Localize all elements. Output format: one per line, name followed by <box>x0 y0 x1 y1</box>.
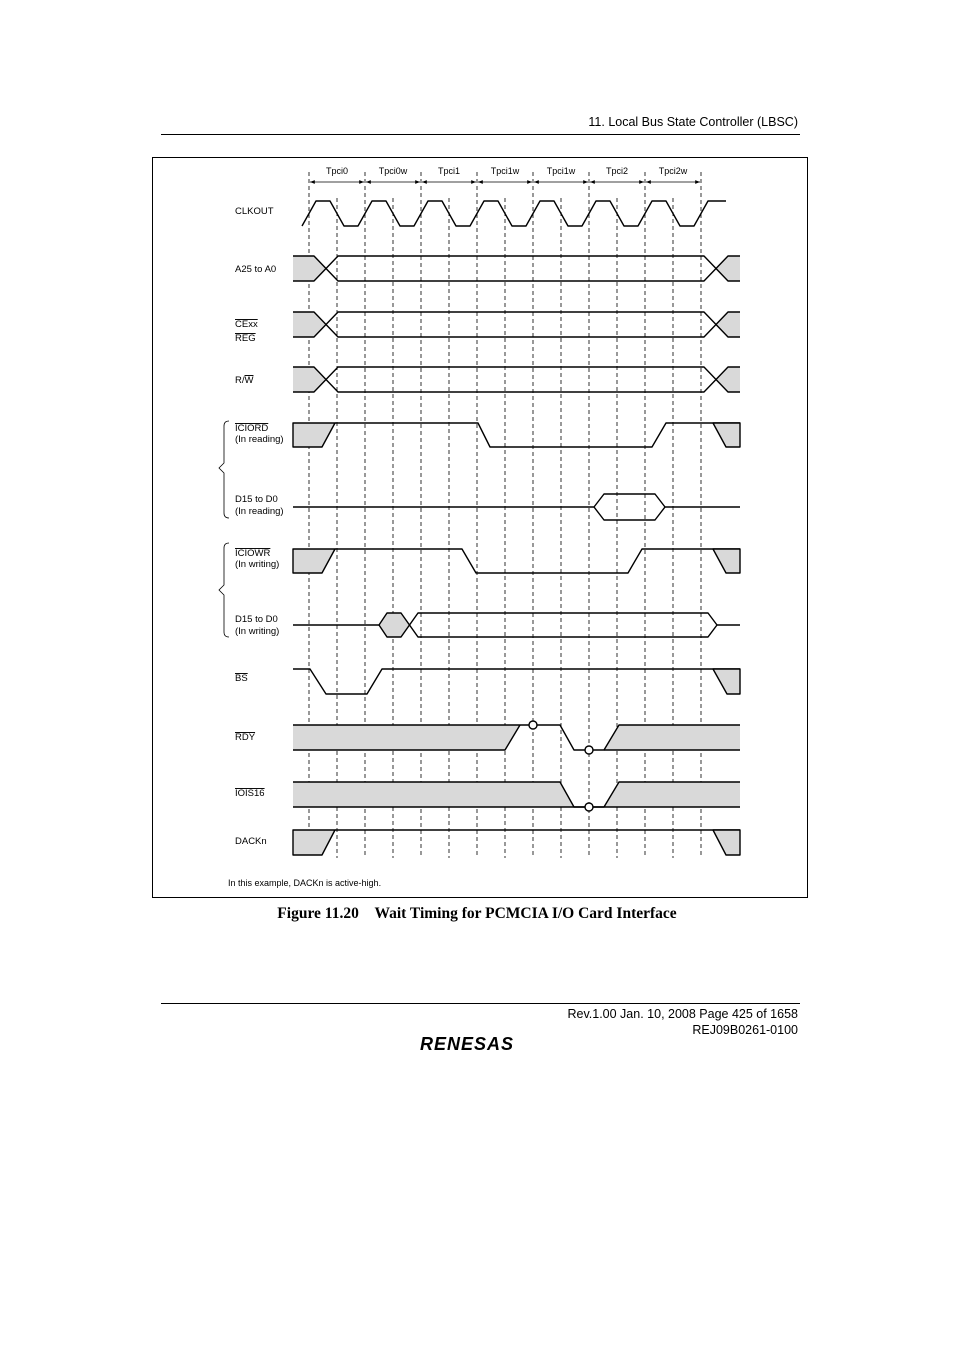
renesas-logo <box>420 1031 542 1055</box>
period-label: Tpci2w <box>658 166 688 176</box>
period-label: Tpci1w <box>490 166 520 176</box>
period-label: Tpci0w <box>378 166 408 176</box>
label-rdy: RDY <box>235 732 256 743</box>
logo-text: RENESAS <box>420 1034 515 1054</box>
label-rw-w: W <box>244 375 254 386</box>
label-iciord-sub: (In reading) <box>235 434 284 445</box>
period-label: Tpci0 <box>325 166 349 176</box>
label-iciord: ICIORD <box>235 423 269 434</box>
label-reg: REG <box>235 333 256 344</box>
label-cexx: CExx <box>235 319 258 330</box>
section-header: 11. Local Bus State Controller (LBSC) <box>588 115 798 129</box>
period-label: Tpci2 <box>605 166 629 176</box>
label-data-write-sub: (In writing) <box>235 626 280 637</box>
wave-rdy <box>293 721 740 754</box>
label-data-read-sub: (In reading) <box>235 506 284 517</box>
period-label: Tpci1w <box>546 166 576 176</box>
label-data-read: D15 to D0 <box>235 494 278 505</box>
label-iois16: IOIS16 <box>235 788 265 799</box>
footer-revision: Rev.1.00 Jan. 10, 2008 Page 425 of 1658 <box>567 1007 798 1021</box>
label-bs: BS <box>235 673 248 684</box>
wave-iois16 <box>293 782 740 811</box>
timing-guides <box>309 172 701 858</box>
label-iciowr-sub: (In writing) <box>235 559 280 570</box>
label-dackn: DACKn <box>235 836 267 847</box>
diagram-note: In this example, DACKn is active-high. <box>228 878 382 888</box>
footer-docnum: REJ09B0261-0100 <box>692 1023 798 1037</box>
label-addr: A25 to A0 <box>235 264 277 275</box>
figure-title: Wait Timing for PCMCIA I/O Card Interface <box>374 905 677 922</box>
period-label: Tpci1 <box>437 166 461 176</box>
footer-rule <box>161 1003 800 1004</box>
figure-caption <box>0 905 954 923</box>
label-rw <box>235 375 254 386</box>
label-clkout: CLKOUT <box>235 206 274 217</box>
label-iciowr: ICIOWR <box>235 548 271 559</box>
wave-clkout <box>302 201 726 226</box>
figure-number: Figure 11.20 <box>277 905 359 922</box>
label-data-write: D15 to D0 <box>235 614 278 625</box>
group-braces <box>219 421 229 637</box>
label-rw-r: R/ <box>235 375 245 386</box>
